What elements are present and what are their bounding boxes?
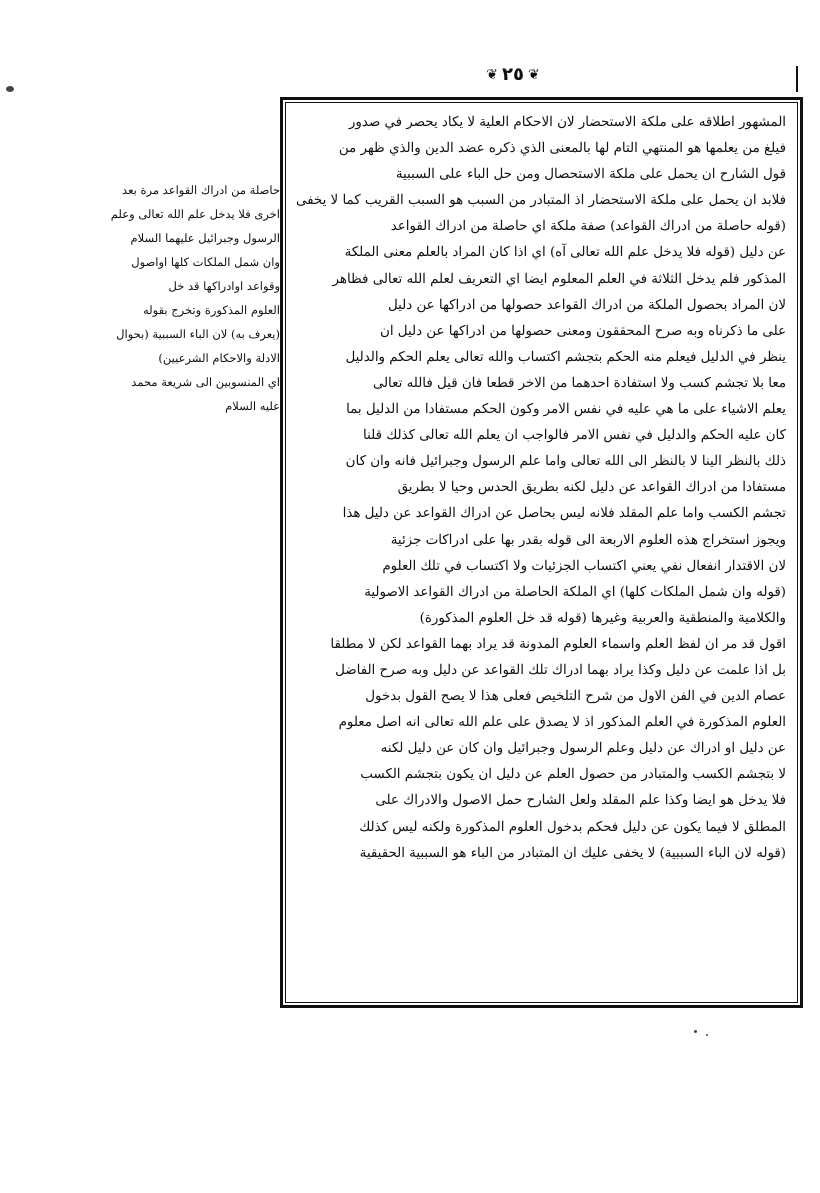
text-line: فلا يدخل هو ايضا وكذا علم المقلد ولعل الشارح حمل الاصول والادراك على <box>375 793 786 809</box>
text-line: لان المراد بحصول الملكة من ادراك القواعد حصولها من ادراكها عن دليل <box>388 297 786 313</box>
text-line: فيلغ من يعلمها هو المنتهي التام لها بالمعنى الذي ذكره عضد الدين والذي ظهر من <box>338 141 786 157</box>
margin-note-line: الادلة والاحكام الشرعيين) <box>158 351 280 365</box>
text-line: عن دليل (قوله فلا يدخل علم الله تعالى آه) اي اذا كان المراد بالعلم معنى الملكة <box>344 245 786 261</box>
text-line: المذكور فلم يدخل الثلاثة في العلم المعلوم ايضا اي التعريف لعلم الله تعالى فظاهر <box>332 271 786 287</box>
text-line: قول الشارح ان يحمل على ملكة الاستحصال ومن حل الباء على السببية <box>395 167 786 183</box>
page-number: ❦ ٢٥ ❦ <box>468 62 558 88</box>
margin-note-line: وقواعد اوادراكها قد خل <box>168 279 280 293</box>
margin-note-line: وان شمل الملكات كلها اواصول <box>131 255 280 269</box>
text-line: لان الاقتدار انفعال نفي يعني اكتساب الجزئيات ولا اكتساب في تلك العلوم <box>382 558 786 574</box>
text-line: كان عليه الحكم والدليل في نفس الامر فالواجب ان يعلم الله تعالى كذلك قلنا <box>363 428 786 444</box>
margin-note-line: اخرى فلا يدخل علم الله تعالى وعلم <box>110 207 280 221</box>
text-line: بل اذا علمت عن دليل وكذا يراد بهما ادراك تلك القواعد عن دليل وبه صرح الفاضل <box>335 662 786 678</box>
text-line: فلابد ان يحمل على ملكة الاستحضار اذ المتبادر من السبب هو السبب القريب كما لا يخفى <box>296 193 786 209</box>
text-line: المطلق لا فيما يكون عن دليل فحكم بدخول العلوم المذكورة ولكنه ليس كذلك <box>359 819 786 835</box>
text-line: لا بتجشم الكسب والمتبادر من حصول العلم عن دليل ان يكون بتجشم الكسب <box>360 767 786 783</box>
text-line: اقول قد مر ان لفظ العلم واسماء العلوم المدونة قد يراد بهما القواعد لكن لا مطلقا <box>330 636 786 652</box>
text-line: (قوله وان شمل الملكات كلها) اي الملكة الحاصلة من ادراك القواعد الاصولية <box>364 584 786 600</box>
scan-speck <box>6 86 14 92</box>
text-line: مستفادا من ادراك القواعد عن دليل لكنه بطريق الحدس وحيا لا بطريق <box>397 480 786 496</box>
text-line: ويجوز استخراج هذه العلوم الاربعة الى قوله بقدر بها على ادراكات جزئية <box>390 532 786 548</box>
text-line: على ما ذكرناه وبه صرح المحققون ومعنى حصولها من ادراكها عن دليل ان <box>380 323 786 339</box>
text-line: ينظر في الدليل فيعلم منه الحكم بتجشم اكتساب والله تعالى يعلم الحكم والدليل <box>345 349 786 365</box>
margin-note-line: الرسول وجبرائيل عليهما السلام <box>130 231 280 245</box>
main-text <box>297 110 786 995</box>
main-text-frame <box>280 97 803 1008</box>
text-line: (قوله لان الباء السببية) لا يخفى عليك ان المتبادر من الباء هو السببية الحقيقية <box>359 845 786 861</box>
text-line: (قوله حاصلة من ادراك القواعد) صفة ملكة اي حاصلة من ادراك القواعد <box>390 219 786 235</box>
text-line: عن دليل او ادراك عن دليل وعلم الرسول وجبرائيل وان كان عن دليل لكنه <box>380 741 786 757</box>
margin-note-line: عليه السلام <box>225 399 280 413</box>
text-line: ذلك بالنظر الينا لا بالنظر الى الله تعالى واما علم الرسول وجبرائيل فانه وان كان <box>345 454 786 470</box>
margin-note-line: حاصلة من ادراك القواعد مرة بعد <box>122 183 280 197</box>
margin-note-line: (يعرف به) لان الباء السببية (بحوال <box>116 327 280 341</box>
text-line: تجشم الكسب واما علم المقلد فلانه ليس بحاصل عن ادراك القواعد عن دليل هذا <box>342 506 786 522</box>
text-line: معا بلا تجشم كسب ولا استفادة احدهما من الاخر قطعا فان قيل فالله تعالى <box>372 375 786 391</box>
margin-note-line: العلوم المذكورة وتخرج بقوله <box>142 303 280 317</box>
scan-mark <box>796 66 798 92</box>
margin-note <box>110 178 280 418</box>
margin-note-line: اي المنسوبين الى شريعة محمد <box>131 375 280 389</box>
text-line: المشهور اطلاقه على ملكة الاستحضار لان الاحكام العلية لا يكاد يحصر في صدور <box>348 115 786 130</box>
text-line: يعلم الاشياء على ما هي عليه في نفس الامر وكون الحكم مستفادا من الدليل بما <box>346 402 786 418</box>
text-line: والكلامية والمنطقية والعربية وغيرها (قوله قد خل العلوم المذكورة) <box>419 610 786 626</box>
scan-speck <box>694 1030 697 1033</box>
scan-speck <box>706 1034 708 1036</box>
text-line: عصام الدين في الفن الاول من شرح التلخيص فعلى هذا لا يصح القول بدخول <box>365 689 786 705</box>
text-line: العلوم المذكورة في العلم المذكور اذ لا يصدق على علم الله تعالى انه اصل معلوم <box>338 715 786 731</box>
